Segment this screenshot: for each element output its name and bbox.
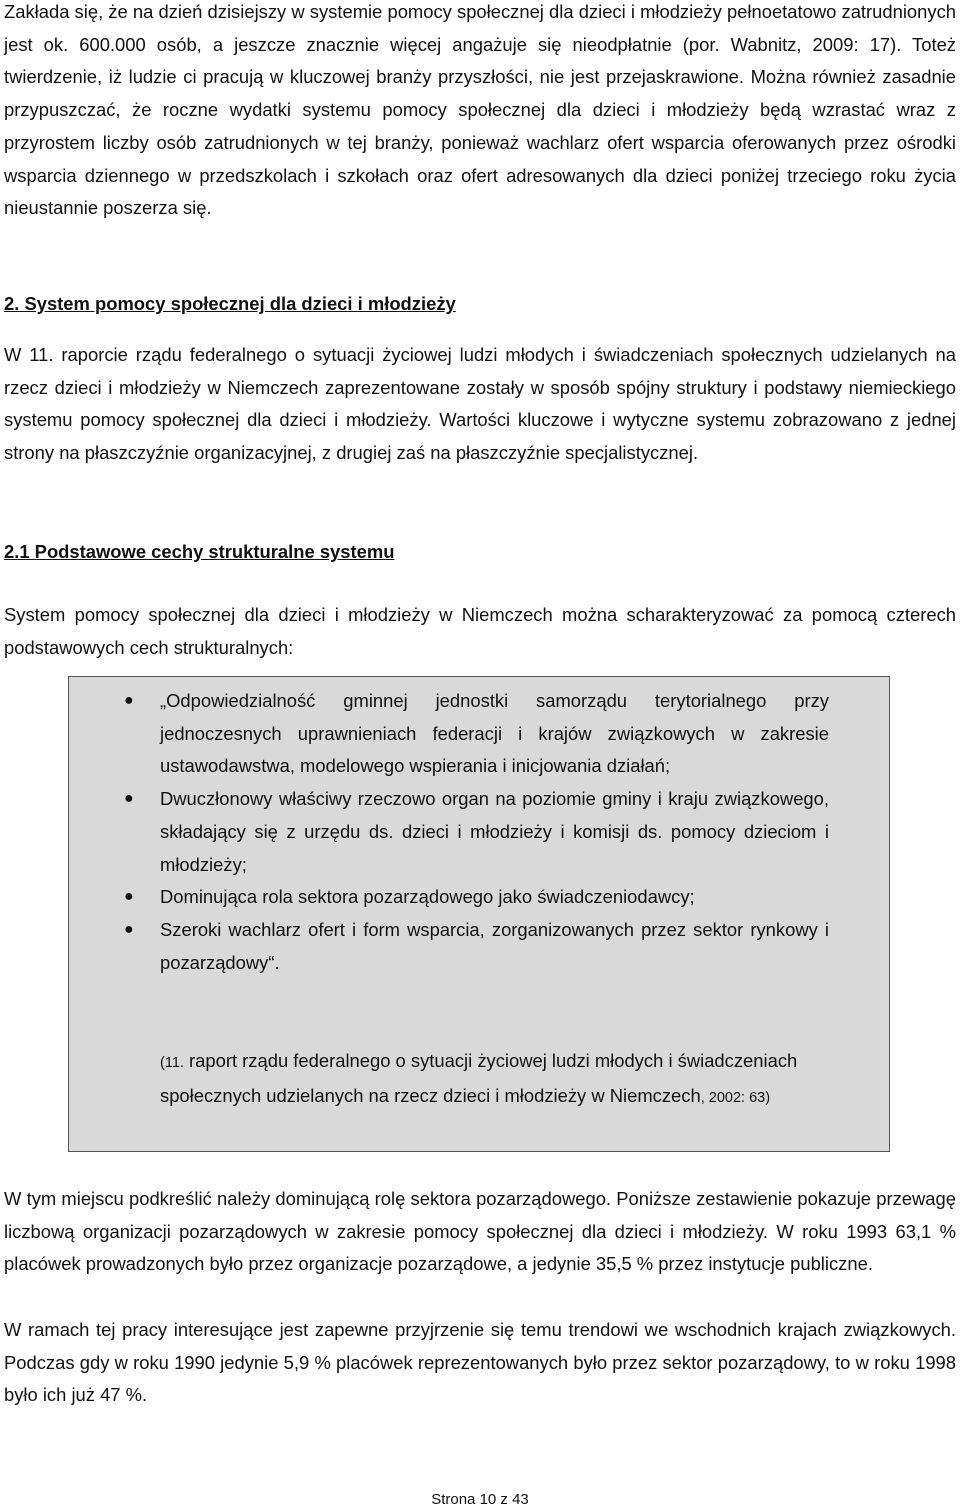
section-2-1-paragraph: System pomocy społecznej dla dzieci i młodzieży w Niemczech można scharakteryzować za pomocą czterech podstawowych cech strukturalnych: xyxy=(4,604,956,658)
list-item-text: Szeroki wachlarz ofert i form wsparcia, zorganizowanych przez sektor rynkowy i pozarządowy“. xyxy=(160,918,829,973)
citation-text: raport rządu federalnego o sytuacji życiowej ludzi młodych i świadczeniach społecznych udzielanych na rzecz dzieci i młodzieży w Niemczech xyxy=(160,1050,798,1106)
list-item xyxy=(69,914,829,979)
list-item-text: Dwuczłonowy właściwy rzeczowo organ na poziomie gminy i kraju związkowego, składający się z urzędu ds. dzieci i młodzieży i komisji ds. pomocy dzieciom i młodzieży; xyxy=(160,788,829,875)
section-2-paragraph: W 11. raporcie rządu federalnego o sytuacji życiowej ludzi młodych i świadczeniach społecznych udzielanych na rzecz dzieci i młodzieży w Niemczech zaprezentowane zostały w sposób spójny struktury i podstawy niemieckiego systemu pomocy społecznej dla dzieci i młodzieży. Wartości kluczowe i wytyczne systemu zobrazowano z jednej strony na płaszczyźnie organizacyjnej, z drugiej zaś na płaszczyźnie specjalistycznej. xyxy=(4,344,956,464)
ngo-paragraph: W tym miejscu podkreślić należy dominującą rolę sektora pozarządowego. Poniższe zestawienie pokazuje przewagę liczbową organizacji pozarządowych w zakresie pomocy społecznej dla dzieci i młodzieży. W roku 1993 63,1 % placówek prowadzonych było przez organizacje pozarządowe, a jedynie 35,5 % przez instytucje publiczne. xyxy=(4,1188,956,1275)
section-2-heading: 2. System pomocy społecznej dla dzieci i młodzieży xyxy=(4,293,456,314)
bullet-icon: ● xyxy=(124,920,134,938)
bullet-icon: ● xyxy=(124,692,134,709)
intro-paragraph: Zakłada się, że na dzień dzisiejszy w systemie pomocy społecznej dla dzieci i młodzieży pełnoetatowo zatrudnionych jest ok. 600.000 osób, a jeszcze znacznie więcej angażuje się nieodpłatnie (por. Wabnitz, 2009: 17). Toteż twierdzenie, iż ludzie ci pracują w kluczowej branży przyszłości, nie jest przejaskrawione. Można również zasadnie przypuszczać, że roczne wydatki systemu pomocy społecznej dla dzieci i młodzieży będą wzrastać wraz z przyrostem liczby osób zatrudnionych w tej branży, ponieważ wachlarz ofert wsparcia oferowanych przez ośrodki wsparcia dziennego w przedszkolach i szkołach oraz ofert adresowanych dla dzieci poniżej trzeciego roku życia nieustannie poszerza się. xyxy=(4,1,956,219)
section-2-1-heading: 2.1 Podstawowe cechy strukturalne systemu xyxy=(4,541,395,562)
list-item-text: Dominująca rola sektora pozarządowego jako świadczeniodawcy; xyxy=(160,886,695,908)
list-item xyxy=(69,881,829,914)
bullet-icon: ● xyxy=(124,888,134,906)
east-paragraph: W ramach tej pracy interesujące jest zapewne przyjrzenie się temu trendowi we wschodnich krajach związkowych. Podczas gdy w roku 1990 jedynie 5,9 % placówek reprezentowanych było przez sektor pozarządowy, to w roku 1998 było ich już 47 %. xyxy=(4,1319,956,1406)
page-number: Strona 10 z 43 xyxy=(431,1491,529,1508)
box-citation xyxy=(160,1045,829,1114)
bullet-icon: ● xyxy=(124,790,134,808)
list-item xyxy=(69,783,829,881)
list-item-text: „Odpowiedzialność gminnej jednostki samorządu terytorialnego przy jednoczesnych uprawnieniach federacji i krajów związkowych w zakresie ustawodawstwa, modelowego wspierania i inicjowania działań; xyxy=(160,690,829,777)
list-item xyxy=(69,685,829,783)
structural-features-box xyxy=(68,676,890,1152)
citation-ref: , 2002: 63) xyxy=(700,1089,771,1106)
structural-features-list xyxy=(69,685,829,979)
citation-open: (11. xyxy=(160,1055,184,1071)
